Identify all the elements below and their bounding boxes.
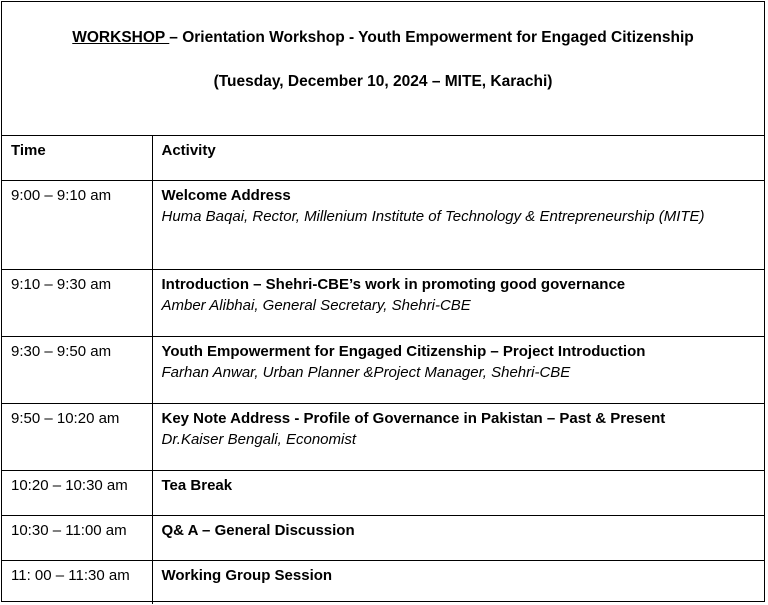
- document-header: [2, 2, 764, 136]
- activity-speaker: Dr.Kaiser Bengali, Economist: [161, 431, 357, 448]
- row-time: 11: 00 – 11:30 am: [2, 561, 152, 604]
- workshop-title-text: – Orientation Workshop - Youth Empowerment for Engaged Citizenship: [169, 29, 694, 46]
- activity-column-header: Activity: [152, 136, 764, 181]
- table-row: [2, 471, 764, 516]
- table-row: [2, 181, 764, 270]
- row-time: 9:10 – 9:30 am: [2, 270, 152, 337]
- document-frame: [1, 1, 765, 602]
- table-row: [2, 337, 764, 404]
- table-row: [2, 561, 764, 604]
- row-activity: [152, 404, 764, 471]
- workshop-label: WORKSHOP: [72, 29, 170, 46]
- row-time: 10:20 – 10:30 am: [2, 471, 152, 516]
- row-time: 10:30 – 11:00 am: [2, 516, 152, 561]
- workshop-date-venue: (Tuesday, December 10, 2024 – MITE, Karachi): [213, 73, 553, 90]
- activity-title: Youth Empowerment for Engaged Citizenship – Project Introduction: [161, 343, 646, 360]
- row-activity: [152, 561, 764, 604]
- table-header-row: [2, 136, 764, 181]
- table-row: [2, 270, 764, 337]
- row-time: 9:50 – 10:20 am: [2, 404, 152, 471]
- time-column-header: Time: [2, 136, 152, 181]
- row-time: 9:30 – 9:50 am: [2, 337, 152, 404]
- activity-speaker: Farhan Anwar, Urban Planner &Project Manager, Shehri-CBE: [161, 364, 571, 381]
- row-activity: [152, 516, 764, 561]
- activity-title: Q& A – General Discussion: [161, 522, 355, 539]
- row-activity: [152, 337, 764, 404]
- activity-title: Working Group Session: [161, 567, 333, 584]
- agenda-table: [2, 135, 764, 604]
- row-activity: [152, 181, 764, 270]
- activity-speaker: Huma Baqai, Rector, Millenium Institute of Technology & Entrepreneurship (MITE): [161, 208, 705, 225]
- table-row: [2, 516, 764, 561]
- row-activity: [152, 270, 764, 337]
- activity-title: Introduction – Shehri-CBE’s work in promoting good governance: [161, 276, 626, 293]
- row-activity: [152, 471, 764, 516]
- workshop-title: [2, 29, 764, 47]
- activity-speaker: Amber Alibhai, General Secretary, Shehri-CBE: [161, 297, 471, 314]
- activity-title: Key Note Address - Profile of Governance in Pakistan – Past & Present: [161, 410, 666, 427]
- table-row: [2, 404, 764, 471]
- row-time: 9:00 – 9:10 am: [2, 181, 152, 270]
- activity-title: Welcome Address: [161, 187, 291, 204]
- activity-title: Tea Break: [161, 477, 233, 494]
